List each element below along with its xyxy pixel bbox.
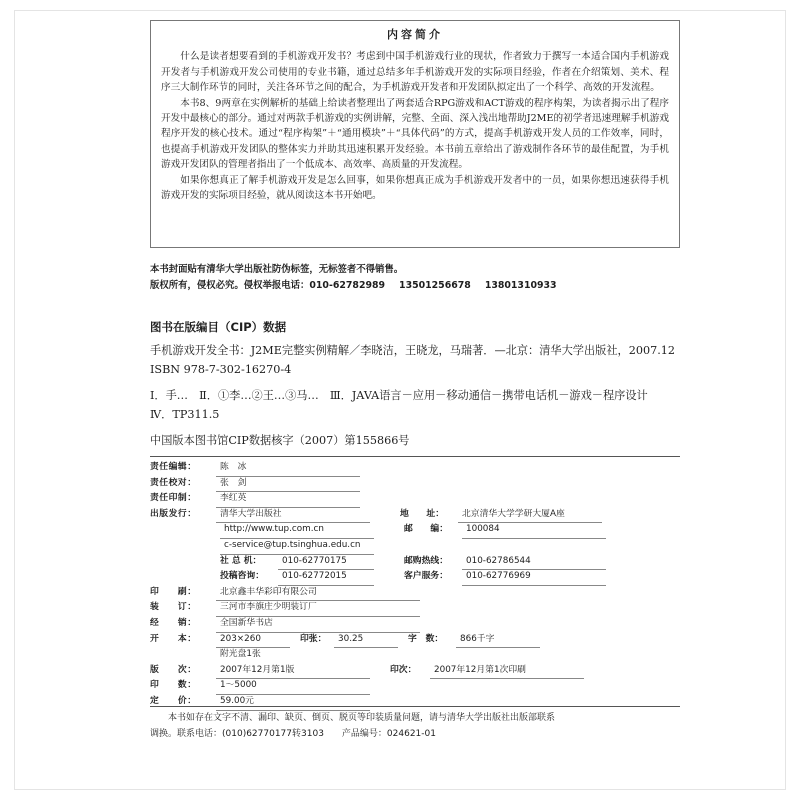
credit-row-website <box>150 522 680 538</box>
price-value: 59.00元 <box>216 694 370 711</box>
footer-rule <box>150 706 680 707</box>
switchboard-label: 社 总 机： <box>220 555 262 566</box>
address-value: 北京清华大学学研大厦A座 <box>458 507 602 524</box>
price-label: 定 价： <box>150 695 197 706</box>
credit-row-copies <box>150 678 680 694</box>
summary-paragraph-1: 什么是读者想要看到的手机游戏开发书？考虑到中国手机游戏行业的现状，作者致力于撰写一本适合国内手机游戏开发者与手机游戏开发公司使用的专业书籍，通过总结多年手机游戏开发的实际项目经验，作者在介绍策划、美术、程序三大制作环节的同时，关注各环节之间的配合，为手机游戏开发者和开发团队拟定出了一个科学、高效的开发流程。 <box>161 51 669 94</box>
attachment-value: 附光盘1张 <box>220 649 261 660</box>
publisher-value: 清华大学出版社 <box>216 507 370 524</box>
cip-isbn: ISBN 978-7-302-16270-4 <box>150 362 292 376</box>
credit-row-edition <box>150 663 680 679</box>
report-phone-2: 13501256678 <box>399 280 471 291</box>
credits-top-rule <box>150 456 680 457</box>
printer-label: 印 刷： <box>150 586 197 597</box>
piracy-report-label: 版权所有，侵权必究。侵权举报电话： <box>150 280 310 291</box>
edition-value: 2007年12月第1版 <box>216 663 370 680</box>
summary-paragraph-3: 如果你想真正了解手机游戏开发是怎么回事，如果你想真正成为手机游戏开发者中的一员，如果你想迅速获得手机游戏开发的实际项目经验，就从阅读这本书开始吧。 <box>161 174 669 202</box>
piracy-report-line <box>150 278 680 294</box>
submission-value: 010-62772015 <box>278 569 374 586</box>
email-value: c-service@tup.tsinghua.edu.cn <box>220 538 374 555</box>
credit-row-distributor <box>150 616 680 632</box>
mail-order-label: 邮购热线： <box>404 555 448 566</box>
cip-title-line: 手机游戏开发全书：J2ME完整实例精解／李晓洁，王晓龙，马瑞著．—北京：清华大学出版社，2007.12 <box>150 344 675 358</box>
address-label: 地 址： <box>400 508 444 519</box>
credit-row-email <box>150 538 680 554</box>
binder-value: 三河市李旗庄少明装订厂 <box>216 600 420 617</box>
distributor-label: 经 销： <box>150 617 197 628</box>
credit-row-editor <box>150 460 680 476</box>
impression-value: 2007年12月第1次印刷 <box>430 663 584 680</box>
cip-data-block <box>150 318 680 450</box>
credit-row-switchboard <box>150 554 680 570</box>
quality-notice <box>150 710 680 742</box>
summary-paragraph-2: 本书8、9两章在实例解析的基础上给读者整理出了两套适合RPG游戏和ACT游戏的程序构架，为读者揭示出了程序开发中最核心的部分。通过对两款手机游戏的实例讲解，完整、全面、深入浅出地帮助J2ME的初学者迅速理解手机游戏程序开发的核心技术。通过“程序构架”＋“通用模块”＋“具体代码”的方式，提高手机游戏开发人员的工作效率，同时，也提高手机游戏开发团队的整体实力并助其迅速积累开发经验。本书前五章给出了游戏制作各环节的最佳配置，为手机游戏开发团队的管理者指出了一个低成本、高效率、高质量的开发流程。 <box>161 97 669 171</box>
content-summary-title: 内容简介 <box>387 28 443 41</box>
distributor-value: 全国新华书店 <box>216 616 420 633</box>
credit-row-print-supervisor <box>150 491 680 507</box>
submission-label: 投稿咨询： <box>220 571 264 582</box>
postcode-label: 邮 编： <box>404 524 448 535</box>
customer-service-value: 010-62776969 <box>462 569 606 586</box>
printer-value: 北京鑫丰华彩印有限公司 <box>216 585 420 602</box>
report-phone-3: 13801310933 <box>484 280 557 291</box>
edition-label: 版 次： <box>150 664 197 675</box>
proofread-value: 张 剑 <box>216 476 360 493</box>
mail-order-value: 010-62786544 <box>462 554 606 571</box>
credit-row-binder <box>150 600 680 616</box>
credit-row-attachment <box>150 647 680 663</box>
credit-row-submission <box>150 569 680 585</box>
publisher-label: 出版发行： <box>150 508 197 519</box>
quality-notice-line-1: 本书如存在文字不清、漏印、缺页、倒页、脱页等印装质量问题，请与清华大学出版社出版部联系 <box>168 713 556 723</box>
copyright-notice <box>150 262 680 294</box>
customer-service-label: 客户服务： <box>404 571 448 582</box>
copies-label: 印 数： <box>150 680 197 691</box>
credit-row-price <box>150 694 680 710</box>
cip-subject-line: Ⅰ．手… Ⅱ．①李…②王…③马… Ⅲ．JAVA语言－应用－移动通信－携带电话机－游戏－程序设计 <box>150 389 648 403</box>
print-supervisor-label: 责任印制： <box>150 493 197 504</box>
postcode-value: 100084 <box>462 522 606 539</box>
editor-label: 责任编辑： <box>150 462 197 472</box>
publication-credits <box>150 460 680 710</box>
print-supervisor-value: 李红英 <box>216 491 360 508</box>
impression-label: 印次： <box>390 664 417 675</box>
cip-heading: 图书在版编目（CIP）数据 <box>150 320 287 334</box>
sheets-value: 30.25 <box>334 632 398 649</box>
credit-row-printer <box>150 585 680 601</box>
word-count-value: 866千字 <box>456 632 540 649</box>
credit-row-format <box>150 632 680 648</box>
binder-label: 装 订： <box>150 602 197 613</box>
editor-value: 陈 冰 <box>216 460 360 477</box>
switchboard-value: 010-62770175 <box>278 554 374 571</box>
sheets-label: 印张： <box>300 633 327 644</box>
quality-notice-line-2: 调换。联系电话：(010)62770177转3103 产品编号：024621-01 <box>150 729 436 739</box>
anti-counterfeit-notice: 本书封面贴有清华大学出版社防伪标签，无标签者不得销售。 <box>150 264 404 275</box>
format-label: 开 本： <box>150 633 197 644</box>
format-value: 203×260 <box>216 632 290 649</box>
word-count-label: 字 数： <box>408 633 444 644</box>
website-value: http://www.tup.com.cn <box>220 522 374 539</box>
copies-value: 1～5000 <box>216 678 370 695</box>
credit-row-proofread <box>150 476 680 492</box>
cip-classification: Ⅳ．TP311.5 <box>150 407 220 421</box>
cip-approval-number: 中国版本图书馆CIP数据核字（2007）第155866号 <box>150 434 410 448</box>
content-summary-box <box>150 20 680 248</box>
credit-row-publisher <box>150 507 680 523</box>
report-phone-1: 010-62782989 <box>309 280 386 291</box>
proofread-label: 责任校对： <box>150 477 197 488</box>
